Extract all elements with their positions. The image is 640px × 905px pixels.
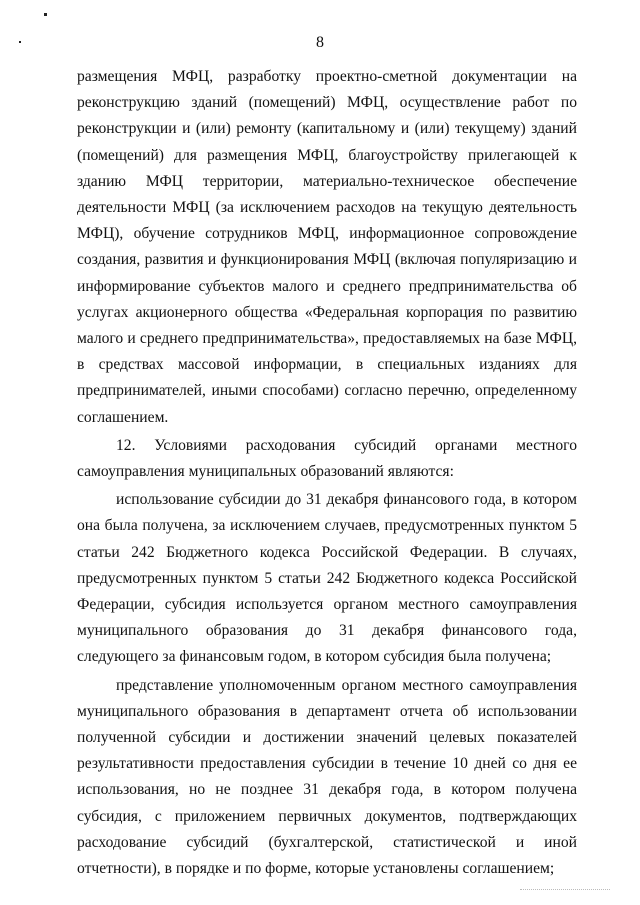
paragraph-subsidy-usage: использование субсидии до 31 декабря финансового года, в котором она была получена, за исключением случаев, предусмотренных пунктом 5 статьи 242 Бюджетного кодекса Российской Федерации. В случаях, предусмотренных пунктом 5 статьи 242 Бюджетного кодекса Российской Федерации, субсидия используется органом местного самоуправления муниципального образования до 31 декабря финансового года, следующего за финансовым годом, в котором субсидия была получена; xyxy=(77,491,577,666)
scan-artifact-bottom xyxy=(520,889,610,892)
paragraph-report-submission: представление уполномоченным органом местного самоуправления муниципального образования в департамент отчета об использовании полученной субсидии и достижении значений целевых показателей результативности предоставления субсидии в течение 10 дней со дня ее использования, но не позднее 31 декабря года, в котором получена субсидия, с приложением первичных документов, подтверждающих расходование субсидий (бухгалтерской, статистической и иной отчетности), в порядке и по форме, которые установлены соглашением; xyxy=(77,676,577,878)
paragraph-continuation: размещения МФЦ, разработку проектно-сметной документации на реконструкцию зданий (помещений) МФЦ, осуществление работ по реконструкции и (или) ремонту (капитальному и (или) текущему) зданий (помещений) для размещения МФЦ, благоустройству прилегающей к зданию МФЦ территории, материально-техническое обеспечение деятельности МФЦ (за исключением расходов на текущую деятельность МФЦ), обучение сотрудников МФЦ, информационное сопровождение создания, развития и функционирования МФЦ (включая популяризацию и информирование субъектов малого и среднего предпринимательства об услугах акционерного общества «Федеральная корпорация по развитию малого и среднего предпринимательства», предоставляемых на базе МФЦ, в средствах массовой информации, в специальных изданиях для предпринимателей, иными способами) согласно перечню, определенному соглашением. xyxy=(77,68,577,426)
scan-mark-top xyxy=(44,13,47,16)
body-text xyxy=(77,64,577,882)
paragraph-item-12: 12. Условиями расходования субсидий органами местного самоуправления муниципальных образований являются: xyxy=(77,436,577,481)
page-number: 8 xyxy=(316,34,324,51)
